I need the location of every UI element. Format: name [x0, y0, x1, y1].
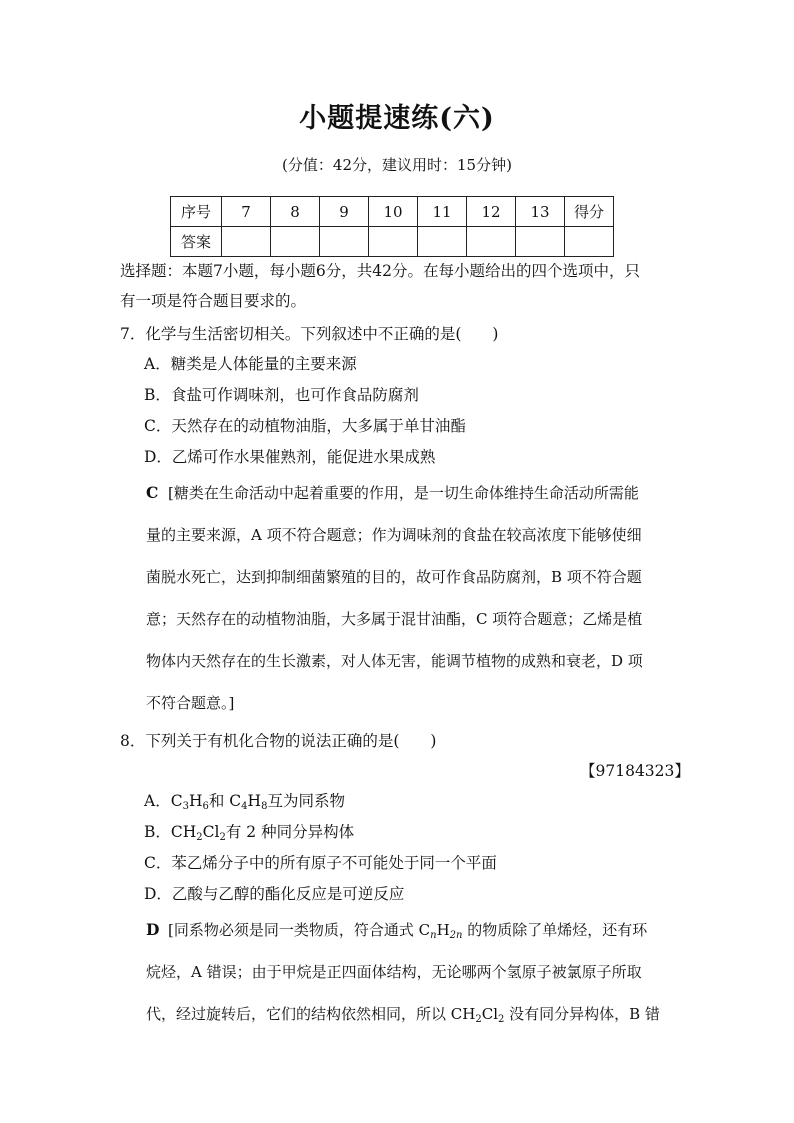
q7-option-d: D．乙烯可作水果催熟剂，能促进水果成熟 [144, 448, 436, 466]
table-cell: 13 [516, 197, 565, 227]
formula-part: C [170, 792, 183, 810]
formula-part: Cl [481, 1005, 498, 1023]
option-prefix: A． [144, 792, 171, 810]
formula-part: C [229, 792, 242, 810]
q7-explanation-line-3: 菌脱水死亡，达到抑制细菌繁殖的目的，故可作食品防腐剂，B 项不符合题 [146, 568, 642, 586]
formula-part: H [247, 792, 262, 810]
table-header-number: 序号 [171, 197, 222, 227]
answer-table [170, 196, 614, 257]
formula-part: CH [170, 823, 197, 841]
explanation-text: [同系物必须是同一类物质，符合通式 [168, 921, 419, 939]
formula-subscript: 2n [449, 930, 463, 941]
q7-option-b: B．食盐可作调味剂，也可作食品防腐剂 [144, 386, 419, 404]
option-text: 有 2 种同分异构体 [225, 823, 355, 841]
q8-stem: 8．下列关于有机化合物的说法正确的是( ) [120, 732, 437, 750]
q8-explanation-line-3 [146, 1003, 660, 1025]
answer-cell[interactable] [369, 227, 418, 257]
page-subtitle: (分值：42分，建议用时：15分钟) [282, 156, 512, 174]
q8-answer-letter: D [146, 920, 160, 939]
formula-subscript: 2 [196, 832, 203, 843]
instructions-line-2: 有一项是符合题目要求的。 [120, 292, 307, 310]
table-cell: 9 [320, 197, 369, 227]
formula-subscript: 8 [261, 801, 268, 812]
table-row [171, 197, 614, 227]
formula-part: Cl [202, 823, 220, 841]
q8-code: 【97184323】 [580, 762, 690, 780]
score-cell[interactable] [565, 227, 614, 257]
formula-part: CH [450, 1005, 476, 1023]
explanation-text: 没有同分异构体，B 错 [504, 1005, 660, 1023]
formula-subscript: 4 [241, 801, 248, 812]
q8-option-d: D．乙酸与乙醇的酯化反应是可逆反应 [144, 885, 405, 903]
q8-explanation-line-2: 烷烃，A 错误；由于甲烷是正四面体结构，无论哪两个氢原子被氯原子所取 [146, 963, 642, 981]
answer-cell[interactable] [271, 227, 320, 257]
formula-subscript: 6 [202, 801, 209, 812]
formula-subscript: 2 [219, 832, 226, 843]
explanation-text: 代，经过旋转后，它们的结构依然相同，所以 [146, 1005, 451, 1023]
formula-part: C [418, 921, 431, 939]
option-text: 互为同系物 [267, 792, 345, 810]
q7-option-c: C．天然存在的动植物油脂，大多属于单甘油酯 [144, 417, 466, 435]
answer-cell[interactable] [516, 227, 565, 257]
explanation-text: 的物质除了单烯烃，还有环 [462, 921, 648, 939]
table-header-answer: 答案 [171, 227, 222, 257]
formula-subscript: 2 [475, 1014, 482, 1025]
page-title: 小题提速练(六) [299, 103, 495, 134]
q8-option-c: C．苯乙烯分子中的所有原子不可能处于同一个平面 [144, 854, 497, 872]
q8-explanation-line-1 [168, 919, 647, 941]
table-cell: 8 [271, 197, 320, 227]
table-cell: 11 [418, 197, 467, 227]
formula-subscript: n [430, 930, 437, 941]
q7-answer-letter: C [146, 483, 159, 502]
q7-stem: 7．化学与生活密切相关。下列叙述中不正确的是( ) [120, 325, 499, 343]
table-header-score: 得分 [565, 197, 614, 227]
q7-explanation-line-5: 物体内天然存在的生长激素，对人体无害，能调节植物的成熟和衰老，D 项 [146, 652, 643, 670]
q8-option-a [144, 790, 345, 812]
answer-cell[interactable] [418, 227, 467, 257]
table-cell: 7 [222, 197, 271, 227]
instructions-line-1: 选择题：本题7小题，每小题6分，共42分。在每小题给出的四个选项中，只 [120, 262, 640, 280]
q8-answer [146, 919, 159, 941]
answer-cell[interactable] [320, 227, 369, 257]
table-row [171, 227, 614, 257]
q7-answer [146, 482, 158, 504]
q7-option-a: A．糖类是人体能量的主要来源 [144, 355, 357, 373]
table-cell: 10 [369, 197, 418, 227]
option-text: 和 [208, 792, 230, 810]
formula-subscript: 3 [182, 801, 189, 812]
q7-explanation-line-4: 意；天然存在的动植物油脂，大多属于混甘油酯，C 项符合题意；乙烯是植 [146, 610, 643, 628]
q8-option-b [144, 821, 354, 843]
answer-cell[interactable] [222, 227, 271, 257]
q7-explanation-line-1: [糖类在生命活动中起着重要的作用，是一切生命体维持生命活动所需能 [168, 484, 639, 502]
q7-explanation-line-2: 量的主要来源，A 项不符合题意；作为调味剂的食盐在较高浓度下能够使细 [146, 526, 642, 544]
table-cell: 12 [467, 197, 516, 227]
q7-explanation-line-6: 不符合题意。] [146, 694, 235, 712]
option-prefix: B． [144, 823, 171, 841]
answer-cell[interactable] [467, 227, 516, 257]
formula-part: H [188, 792, 203, 810]
formula-subscript: 2 [498, 1014, 505, 1025]
formula-part: H [436, 921, 450, 939]
